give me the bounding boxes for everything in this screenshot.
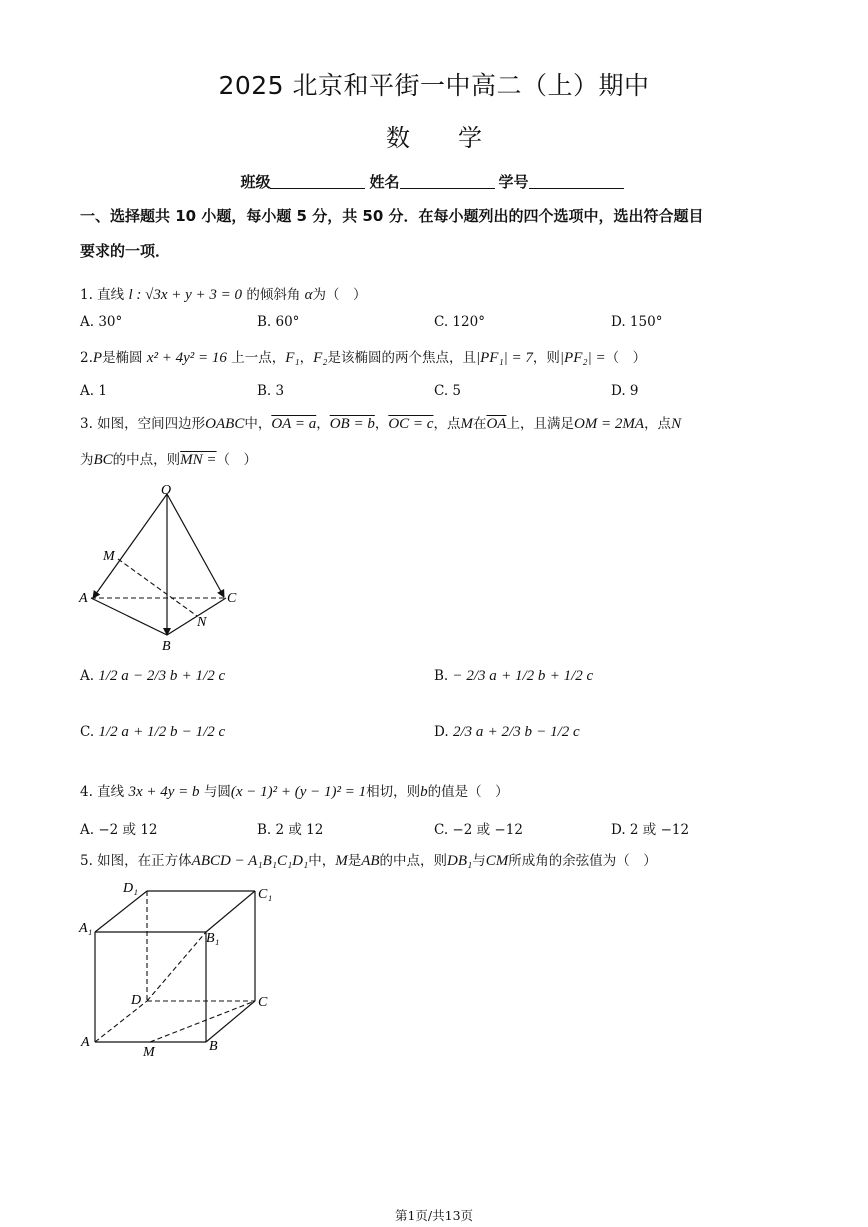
q4-option-c[interactable]: C. −2 或 −12 [434, 822, 523, 838]
q3-label-m: M [103, 549, 115, 564]
q2-option-b[interactable]: B. 3 [257, 383, 285, 399]
q1-end: 为（ ） [312, 287, 367, 303]
q2-text-d: ， [299, 350, 314, 366]
student-info-line [0, 171, 868, 192]
q5-label-a: A [81, 1035, 90, 1050]
q3-edge-ab [91, 598, 167, 635]
q3-tetrahedron-figure [75, 480, 250, 655]
q3-option-d[interactable] [434, 724, 580, 741]
q3-option-c[interactable] [80, 724, 225, 741]
q3-om-relation: OM = 2MA [573, 416, 645, 432]
name-label: 姓名 [369, 173, 400, 191]
q2-text-e: 是该椭圆的两个焦点，且 [327, 350, 476, 366]
q2-point-p: P [92, 350, 103, 366]
q2-text-c: 上一点， [231, 350, 286, 366]
question-2 [80, 346, 646, 367]
q3-edge-oc [167, 494, 224, 597]
q3-line1-e: 上，且满足 [506, 416, 574, 432]
q3-option-b-term2: + 1/2 b [501, 668, 546, 684]
q2-option-a[interactable]: A. 1 [80, 383, 107, 399]
q5-m: M [335, 853, 348, 869]
q3-vector-oa2: $\overline{OA}$ [486, 416, 507, 432]
q5-label-d1: D₁ [123, 881, 138, 896]
q5-segment-mc-dashed [150, 1001, 255, 1042]
q3-label-n: N [197, 615, 207, 630]
q4-b: b [420, 784, 428, 800]
q2-end: （ ） [605, 350, 647, 366]
q2-text-b: 是椭圆 [102, 350, 143, 366]
id-label: 学号 [498, 173, 529, 191]
class-blank[interactable] [270, 174, 365, 189]
q2-text-f: ，则 [532, 350, 560, 366]
q5-label-b: B [209, 1039, 218, 1054]
q5-label-d: D [131, 993, 142, 1008]
q4-text-a: 4. 直线 [80, 784, 125, 800]
q5-ab: AB [361, 853, 380, 869]
q2-number: 2. [80, 350, 93, 366]
q1-option-b[interactable]: B. 60° [257, 314, 300, 330]
q3-bc: BC [93, 452, 113, 468]
id-blank[interactable] [529, 174, 624, 189]
q3-label-o: O [161, 483, 172, 498]
q3-option-d-term1: 2/3 a [452, 724, 484, 740]
q2-option-d[interactable]: D. 9 [611, 383, 639, 399]
q5-edge-a1d1 [95, 891, 147, 932]
q1-option-c[interactable]: C. 120° [434, 314, 485, 330]
q5-text-e: 与 [472, 853, 486, 869]
q5-cube-figure [75, 878, 280, 1063]
q3-line2-a: 为 [80, 452, 94, 468]
q3-sep2: ， [374, 416, 389, 432]
q3-segment-mn-dashed [118, 559, 197, 616]
q3-option-c-term1: 1/2 a [98, 724, 129, 740]
q5-cube-name: ABCD − A₁B₁C₁D₁ [191, 853, 309, 869]
subject-title [0, 118, 868, 153]
question-3-line2 [80, 448, 257, 469]
q5-text-a: 5. 如图，在正方体 [80, 853, 192, 869]
section-heading-line2: 要求的一项． [80, 242, 171, 260]
q4-text-d: 的值是（ ） [427, 784, 509, 800]
section-heading-line1: 一、选择题共 10 小题，每小题 5 分，共 50 分．在每小题列出的四个选项中，选出符合题目 [80, 207, 704, 225]
q4-option-a[interactable]: A. −2 或 12 [80, 822, 158, 838]
q3-vector-oc: OC = c [388, 416, 434, 432]
class-label: 班级 [240, 173, 271, 191]
page-number: 第1页/共13页 [394, 1208, 474, 1223]
q3-label-c: C [227, 591, 237, 606]
q5-db1: DB₁ [447, 853, 473, 869]
q1-suffix: 的倾斜角 [246, 287, 301, 303]
q5-cm: CM [485, 853, 509, 869]
q3-option-b[interactable] [434, 668, 593, 685]
q2-ellipse-equation: x² + 4y² = 16 [146, 350, 227, 366]
q3-oabc: OABC [205, 416, 245, 432]
q5-label-c: C [258, 995, 268, 1010]
q3-option-b-label: B. [434, 668, 449, 684]
subject-char-2: 学 [458, 124, 482, 152]
q3-option-d-term3: − 1/2 c [536, 724, 580, 740]
page-title: 2025 北京和平街一中高二（上）期中 [218, 71, 650, 100]
q4-option-b[interactable]: B. 2 或 12 [257, 822, 324, 838]
q3-option-c-label: C. [80, 724, 95, 740]
q3-option-d-label: D. [434, 724, 449, 740]
q3-line1-f: ，点 [644, 416, 672, 432]
q3-option-a-term3: + 1/2 c [181, 668, 226, 684]
q4-text-b: 与圆 [203, 784, 231, 800]
q3-vector-oa: OA = a [271, 416, 317, 432]
q5-text-f: 所成角的余弦值为（ ） [508, 853, 657, 869]
q2-f2: F₂ [313, 350, 328, 366]
q1-alpha: α [304, 287, 313, 303]
q3-option-b-term3: + 1/2 c [549, 668, 594, 684]
q3-edge-oa [93, 494, 167, 598]
q3-option-a[interactable] [80, 668, 225, 685]
q2-option-c[interactable]: C. 5 [434, 383, 462, 399]
q5-text-d: 的中点，则 [379, 853, 448, 869]
q3-line1-a: 3. 如图，空间四边形 [80, 416, 206, 432]
q3-sep1: ， [316, 416, 330, 432]
q4-option-d[interactable]: D. 2 或 −12 [611, 822, 690, 838]
q3-label-b: B [162, 639, 171, 654]
q3-point-n: N [671, 416, 682, 432]
q3-vector-mn: MN = [180, 452, 217, 468]
question-1 [80, 283, 367, 304]
q4-circle-equation: (x − 1)² + (y − 1)² = 1 [230, 784, 367, 800]
q3-option-c-term2: + 1/2 b [133, 724, 178, 740]
q3-option-a-label: A. [80, 668, 95, 684]
q5-edge-b1c1 [206, 891, 255, 932]
q1-line-equation: l : √3x + y + 3 = 0 [128, 287, 243, 303]
q3-line1-d: 在 [472, 416, 487, 432]
q5-edge-bc [206, 1001, 255, 1042]
q2-pf2: |PF₂| = [559, 350, 606, 366]
question-3-line1 [80, 412, 681, 433]
q1-prefix: 1. 直线 [80, 287, 125, 303]
q3-option-c-term3: − 1/2 c [181, 724, 226, 740]
name-blank[interactable] [400, 174, 495, 189]
q5-label-a1: A₁ [79, 921, 93, 936]
q3-line1-c: ，点 [433, 416, 461, 432]
q3-option-a-term2: − 2/3 b [133, 668, 178, 684]
q5-text-c: 是 [347, 853, 362, 869]
q2-pf1: |PF₁| = 7 [476, 350, 533, 366]
q3-label-a: A [79, 591, 88, 606]
q5-diagonal-db1-dashed [147, 932, 206, 1001]
q3-vector-ob: OB = b [329, 416, 375, 432]
q3-option-b-term1: − 2/3 a [452, 668, 497, 684]
q1-option-a[interactable]: A. 30° [80, 314, 123, 330]
q3-line2-b: 的中点，则 [112, 452, 181, 468]
q3-point-m: M [460, 416, 473, 432]
q5-label-m: M [143, 1045, 155, 1060]
q5-text-b: 中， [308, 853, 336, 869]
question-5 [80, 849, 657, 870]
q1-option-d[interactable]: D. 150° [611, 314, 663, 330]
q4-text-c: 相切，则 [366, 784, 421, 800]
q5-label-c1: C₁ [258, 887, 273, 902]
q2-f1: F₁ [285, 350, 300, 366]
q5-label-b1: B₁ [206, 931, 220, 946]
q4-line-equation: 3x + 4y = b [128, 784, 200, 800]
q3-line2-c: （ ） [216, 452, 258, 468]
q3-option-a-term1: 1/2 a [98, 668, 129, 684]
q3-option-d-term2: + 2/3 b [487, 724, 532, 740]
q3-line1-b: 中， [244, 416, 272, 432]
question-4 [80, 780, 509, 801]
subject-char-1: 数 [386, 124, 410, 152]
